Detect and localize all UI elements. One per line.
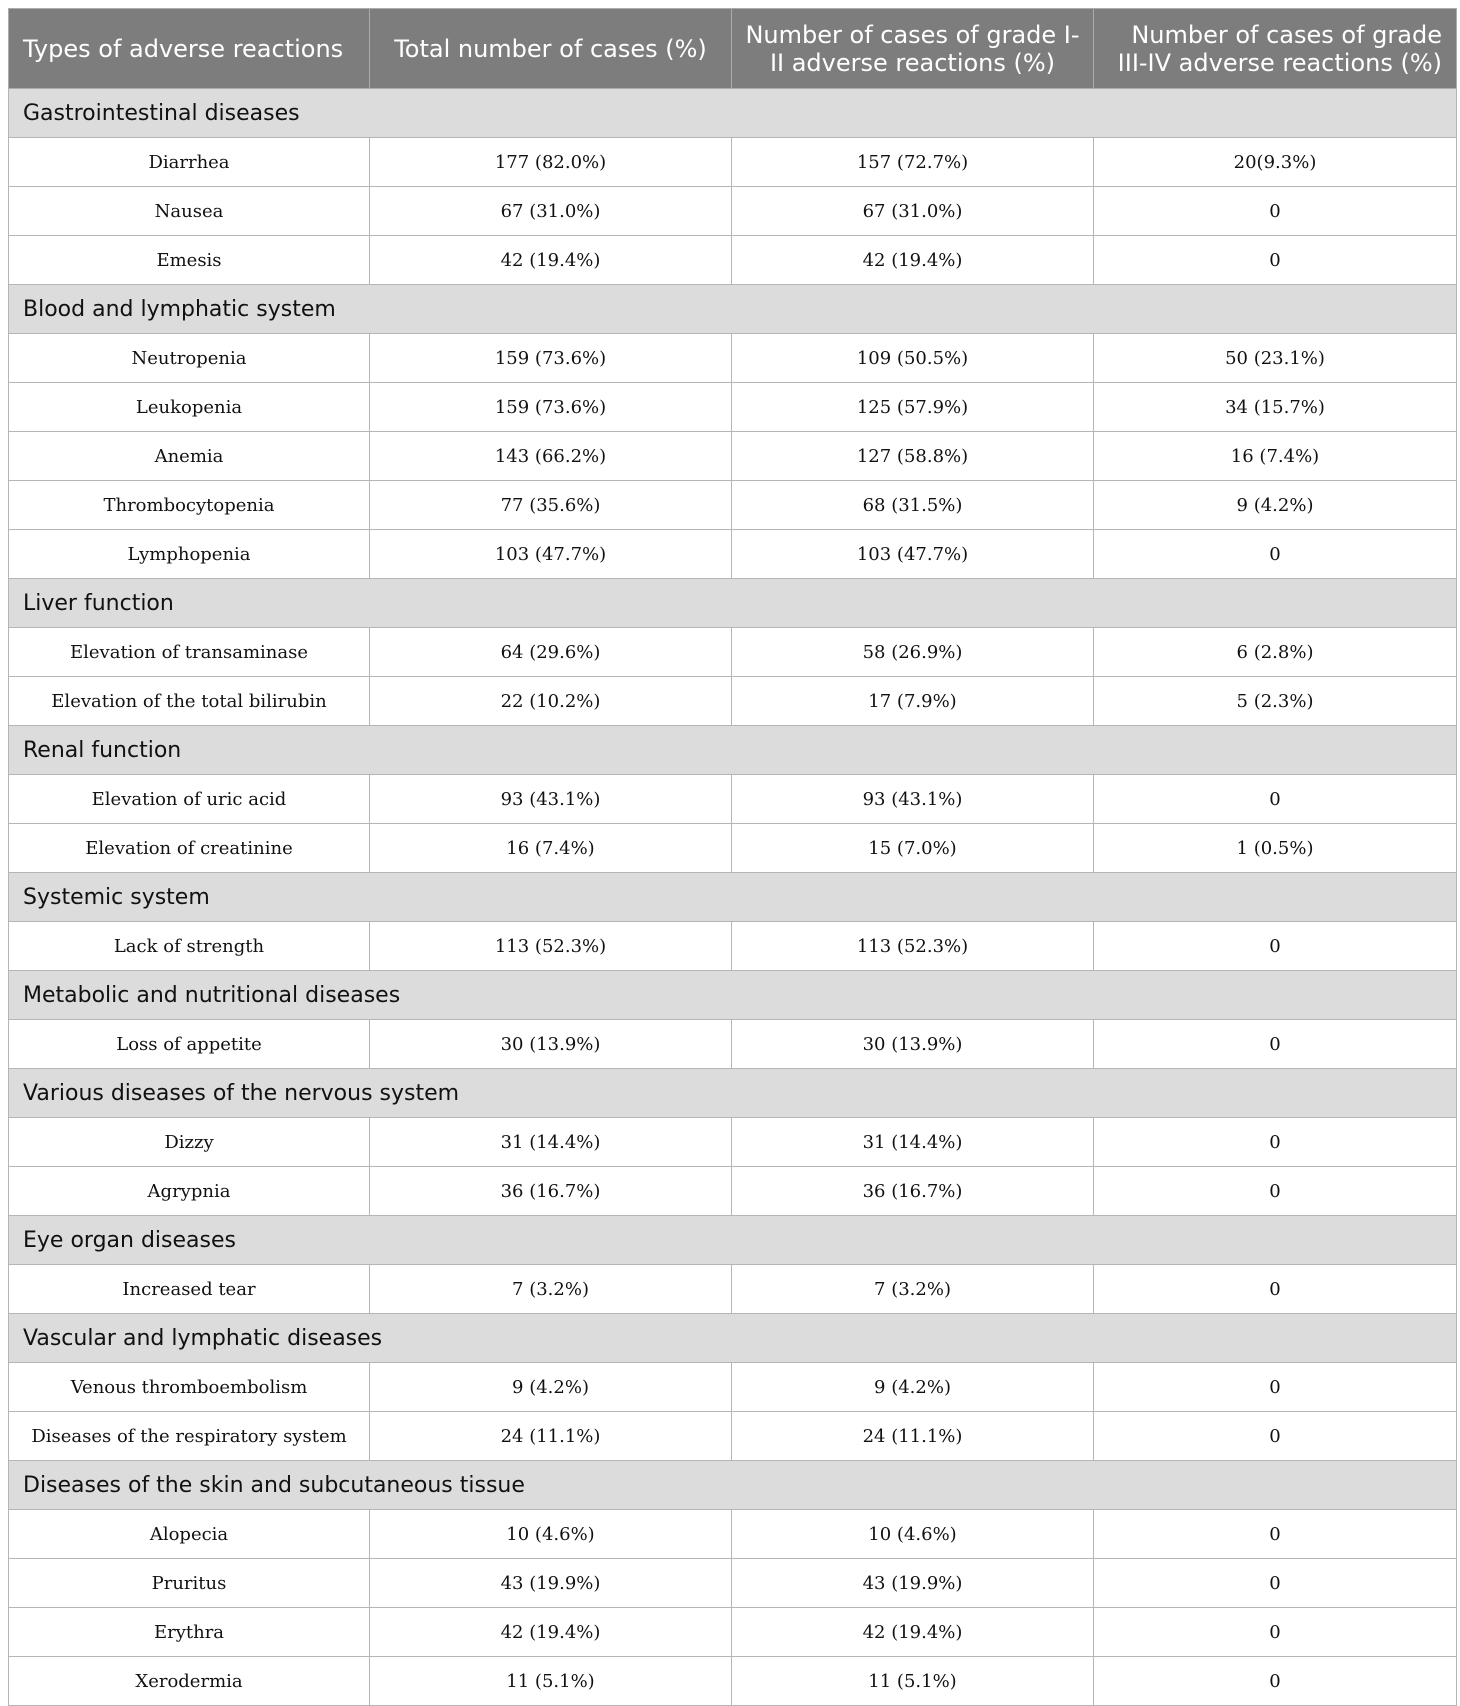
table-row	[9, 775, 1457, 824]
grade-3-4-cell: 20(9.3%)	[1094, 138, 1457, 187]
grade-3-4-cell: 16 (7.4%)	[1094, 432, 1457, 481]
grade-3-4-cell: 0	[1094, 1265, 1457, 1314]
grade-3-4-cell: 1 (0.5%)	[1094, 824, 1457, 873]
group-header-row	[9, 1461, 1457, 1510]
group-name: Gastrointestinal diseases	[9, 89, 1457, 138]
grade-1-2-cell: 109 (50.5%)	[732, 334, 1094, 383]
table-row	[9, 530, 1457, 579]
reaction-name-cell: Lack of strength	[9, 922, 370, 971]
grade-3-4-cell: 5 (2.3%)	[1094, 677, 1457, 726]
grade-3-4-cell: 0	[1094, 1363, 1457, 1412]
total-cases-cell: 143 (66.2%)	[370, 432, 732, 481]
total-cases-cell: 67 (31.0%)	[370, 187, 732, 236]
grade-1-2-cell: 7 (3.2%)	[732, 1265, 1094, 1314]
table-row	[9, 628, 1457, 677]
group-name: Diseases of the skin and subcutaneous tissue	[9, 1461, 1457, 1510]
table-row	[9, 432, 1457, 481]
total-cases-cell: 11 (5.1%)	[370, 1657, 732, 1706]
table-row	[9, 481, 1457, 530]
group-header-row	[9, 1216, 1457, 1265]
reaction-name-cell: Pruritus	[9, 1559, 370, 1608]
total-cases-cell: 31 (14.4%)	[370, 1118, 732, 1167]
grade-1-2-cell: 15 (7.0%)	[732, 824, 1094, 873]
table-header	[9, 9, 1457, 89]
grade-1-2-cell: 157 (72.7%)	[732, 138, 1094, 187]
group-name: Metabolic and nutritional diseases	[9, 971, 1457, 1020]
grade-1-2-cell: 93 (43.1%)	[732, 775, 1094, 824]
grade-3-4-cell: 0	[1094, 187, 1457, 236]
reaction-name-cell: Nausea	[9, 187, 370, 236]
total-cases-cell: 36 (16.7%)	[370, 1167, 732, 1216]
grade-3-4-cell: 6 (2.8%)	[1094, 628, 1457, 677]
grade-3-4-cell: 0	[1094, 236, 1457, 285]
total-cases-cell: 103 (47.7%)	[370, 530, 732, 579]
grade-1-2-cell: 24 (11.1%)	[732, 1412, 1094, 1461]
group-name: Liver function	[9, 579, 1457, 628]
table-row	[9, 922, 1457, 971]
grade-1-2-cell: 113 (52.3%)	[732, 922, 1094, 971]
header-grade-3-4-cases: Number of cases of grade III-IV adverse reactions (%)	[1094, 9, 1457, 89]
table-row	[9, 1559, 1457, 1608]
reaction-name-cell: Emesis	[9, 236, 370, 285]
total-cases-cell: 159 (73.6%)	[370, 334, 732, 383]
total-cases-cell: 22 (10.2%)	[370, 677, 732, 726]
grade-1-2-cell: 30 (13.9%)	[732, 1020, 1094, 1069]
table-row	[9, 1608, 1457, 1657]
table-row	[9, 138, 1457, 187]
total-cases-cell: 42 (19.4%)	[370, 236, 732, 285]
grade-3-4-cell: 0	[1094, 1510, 1457, 1559]
total-cases-cell: 16 (7.4%)	[370, 824, 732, 873]
header-total-cases: Total number of cases (%)	[370, 9, 732, 89]
total-cases-cell: 10 (4.6%)	[370, 1510, 732, 1559]
total-cases-cell: 43 (19.9%)	[370, 1559, 732, 1608]
group-name: Blood and lymphatic system	[9, 285, 1457, 334]
reaction-name-cell: Elevation of the total bilirubin	[9, 677, 370, 726]
header-row	[9, 9, 1457, 89]
grade-3-4-cell: 0	[1094, 1608, 1457, 1657]
grade-1-2-cell: 127 (58.8%)	[732, 432, 1094, 481]
reaction-name-cell: Elevation of uric acid	[9, 775, 370, 824]
grade-1-2-cell: 58 (26.9%)	[732, 628, 1094, 677]
reaction-name-cell: Diseases of the respiratory system	[9, 1412, 370, 1461]
grade-3-4-cell: 0	[1094, 1657, 1457, 1706]
total-cases-cell: 93 (43.1%)	[370, 775, 732, 824]
grade-1-2-cell: 36 (16.7%)	[732, 1167, 1094, 1216]
group-name: Eye organ diseases	[9, 1216, 1457, 1265]
group-name: Systemic system	[9, 873, 1457, 922]
group-header-row	[9, 579, 1457, 628]
grade-3-4-cell: 0	[1094, 775, 1457, 824]
header-grade-1-2-cases: Number of cases of grade I-II adverse reactions (%)	[732, 9, 1094, 89]
table-row	[9, 1020, 1457, 1069]
reaction-name-cell: Erythra	[9, 1608, 370, 1657]
reaction-name-cell: Thrombocytopenia	[9, 481, 370, 530]
total-cases-cell: 77 (35.6%)	[370, 481, 732, 530]
grade-3-4-cell: 0	[1094, 1559, 1457, 1608]
group-header-row	[9, 1314, 1457, 1363]
total-cases-cell: 113 (52.3%)	[370, 922, 732, 971]
group-header-row	[9, 285, 1457, 334]
grade-3-4-cell: 9 (4.2%)	[1094, 481, 1457, 530]
table-row	[9, 1167, 1457, 1216]
reaction-name-cell: Increased tear	[9, 1265, 370, 1314]
header-adverse-reaction-type: Types of adverse reactions	[9, 9, 370, 89]
grade-1-2-cell: 43 (19.9%)	[732, 1559, 1094, 1608]
grade-1-2-cell: 125 (57.9%)	[732, 383, 1094, 432]
table-row	[9, 1118, 1457, 1167]
reaction-name-cell: Anemia	[9, 432, 370, 481]
group-header-row	[9, 873, 1457, 922]
reaction-name-cell: Leukopenia	[9, 383, 370, 432]
group-header-row	[9, 89, 1457, 138]
reaction-name-cell: Elevation of creatinine	[9, 824, 370, 873]
table-row	[9, 383, 1457, 432]
grade-1-2-cell: 17 (7.9%)	[732, 677, 1094, 726]
grade-1-2-cell: 11 (5.1%)	[732, 1657, 1094, 1706]
reaction-name-cell: Agrypnia	[9, 1167, 370, 1216]
grade-1-2-cell: 10 (4.6%)	[732, 1510, 1094, 1559]
grade-1-2-cell: 103 (47.7%)	[732, 530, 1094, 579]
reaction-name-cell: Alopecia	[9, 1510, 370, 1559]
total-cases-cell: 177 (82.0%)	[370, 138, 732, 187]
total-cases-cell: 9 (4.2%)	[370, 1363, 732, 1412]
group-header-row	[9, 726, 1457, 775]
grade-3-4-cell: 0	[1094, 1167, 1457, 1216]
total-cases-cell: 64 (29.6%)	[370, 628, 732, 677]
grade-1-2-cell: 42 (19.4%)	[732, 236, 1094, 285]
grade-1-2-cell: 68 (31.5%)	[732, 481, 1094, 530]
grade-1-2-cell: 9 (4.2%)	[732, 1363, 1094, 1412]
total-cases-cell: 30 (13.9%)	[370, 1020, 732, 1069]
table-row	[9, 187, 1457, 236]
reaction-name-cell: Diarrhea	[9, 138, 370, 187]
grade-3-4-cell: 0	[1094, 922, 1457, 971]
grade-3-4-cell: 0	[1094, 1412, 1457, 1461]
total-cases-cell: 42 (19.4%)	[370, 1608, 732, 1657]
grade-3-4-cell: 0	[1094, 1118, 1457, 1167]
total-cases-cell: 159 (73.6%)	[370, 383, 732, 432]
table-row	[9, 824, 1457, 873]
total-cases-cell: 24 (11.1%)	[370, 1412, 732, 1461]
table-row	[9, 1265, 1457, 1314]
grade-3-4-cell: 50 (23.1%)	[1094, 334, 1457, 383]
group-name: Vascular and lymphatic diseases	[9, 1314, 1457, 1363]
table-row	[9, 334, 1457, 383]
group-header-row	[9, 971, 1457, 1020]
grade-1-2-cell: 67 (31.0%)	[732, 187, 1094, 236]
table-row	[9, 1657, 1457, 1706]
reaction-name-cell: Elevation of transaminase	[9, 628, 370, 677]
table-row	[9, 677, 1457, 726]
reaction-name-cell: Venous thromboembolism	[9, 1363, 370, 1412]
adverse-reactions-table	[8, 8, 1457, 1706]
reaction-name-cell: Xerodermia	[9, 1657, 370, 1706]
table-row	[9, 236, 1457, 285]
grade-3-4-cell: 0	[1094, 1020, 1457, 1069]
group-header-row	[9, 1069, 1457, 1118]
grade-3-4-cell: 34 (15.7%)	[1094, 383, 1457, 432]
grade-3-4-cell: 0	[1094, 530, 1457, 579]
table-row	[9, 1363, 1457, 1412]
group-name: Renal function	[9, 726, 1457, 775]
table-row	[9, 1412, 1457, 1461]
grade-1-2-cell: 31 (14.4%)	[732, 1118, 1094, 1167]
reaction-name-cell: Neutropenia	[9, 334, 370, 383]
reaction-name-cell: Lymphopenia	[9, 530, 370, 579]
reaction-name-cell: Loss of appetite	[9, 1020, 370, 1069]
group-name: Various diseases of the nervous system	[9, 1069, 1457, 1118]
total-cases-cell: 7 (3.2%)	[370, 1265, 732, 1314]
table-body	[9, 89, 1457, 1706]
grade-1-2-cell: 42 (19.4%)	[732, 1608, 1094, 1657]
reaction-name-cell: Dizzy	[9, 1118, 370, 1167]
table-row	[9, 1510, 1457, 1559]
